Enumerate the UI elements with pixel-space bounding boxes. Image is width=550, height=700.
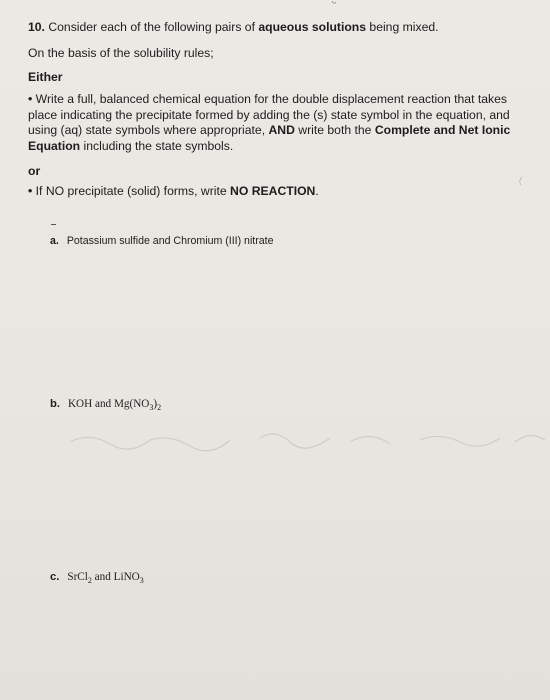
instruction-bullet-equation: • Write a full, balanced chemical equation for the double displacement reaction that takes place indicating the precipitate formed by adding the (s) state symbol in the equation, and using (aq) state symbols where appropriate, AND write both the Complete and Net Ionic Equation including the state symbols. bbox=[28, 92, 511, 153]
or-label: or bbox=[28, 164, 41, 178]
question-title-emphasis: aqueous solutions bbox=[258, 20, 367, 34]
back-page-bleed-through bbox=[60, 420, 550, 460]
part-a bbox=[50, 234, 274, 248]
part-b: b. KOH and $Mg(NO_3)_2$ bbox=[50, 398, 162, 413]
either-label: Either bbox=[28, 70, 63, 84]
pen-mark bbox=[331, 0, 337, 6]
part-a-text: Potassium sulfide and Chromium (III) nitrate bbox=[66, 235, 274, 247]
part-letter: a. bbox=[50, 235, 59, 247]
pen-mark bbox=[51, 224, 56, 225]
part-c: c. SrCl$_2$ and LiNO$_3$ bbox=[50, 571, 144, 586]
question-title: 10. Consider each of the following pairs of aqueous solutions being mixed. bbox=[28, 20, 439, 34]
part-letter: c. bbox=[50, 571, 60, 583]
question-number: 10. bbox=[28, 20, 45, 34]
part-letter: b. bbox=[50, 398, 60, 410]
bullet-marker: • bbox=[28, 184, 33, 198]
bullet-marker: • bbox=[28, 92, 33, 106]
instruction-bullet-no-reaction: • If NO precipitate (solid) forms, write NO REACTION. bbox=[28, 184, 319, 198]
basis-text: On the basis of the solubility rules; bbox=[28, 46, 214, 60]
pen-mark bbox=[516, 176, 524, 186]
